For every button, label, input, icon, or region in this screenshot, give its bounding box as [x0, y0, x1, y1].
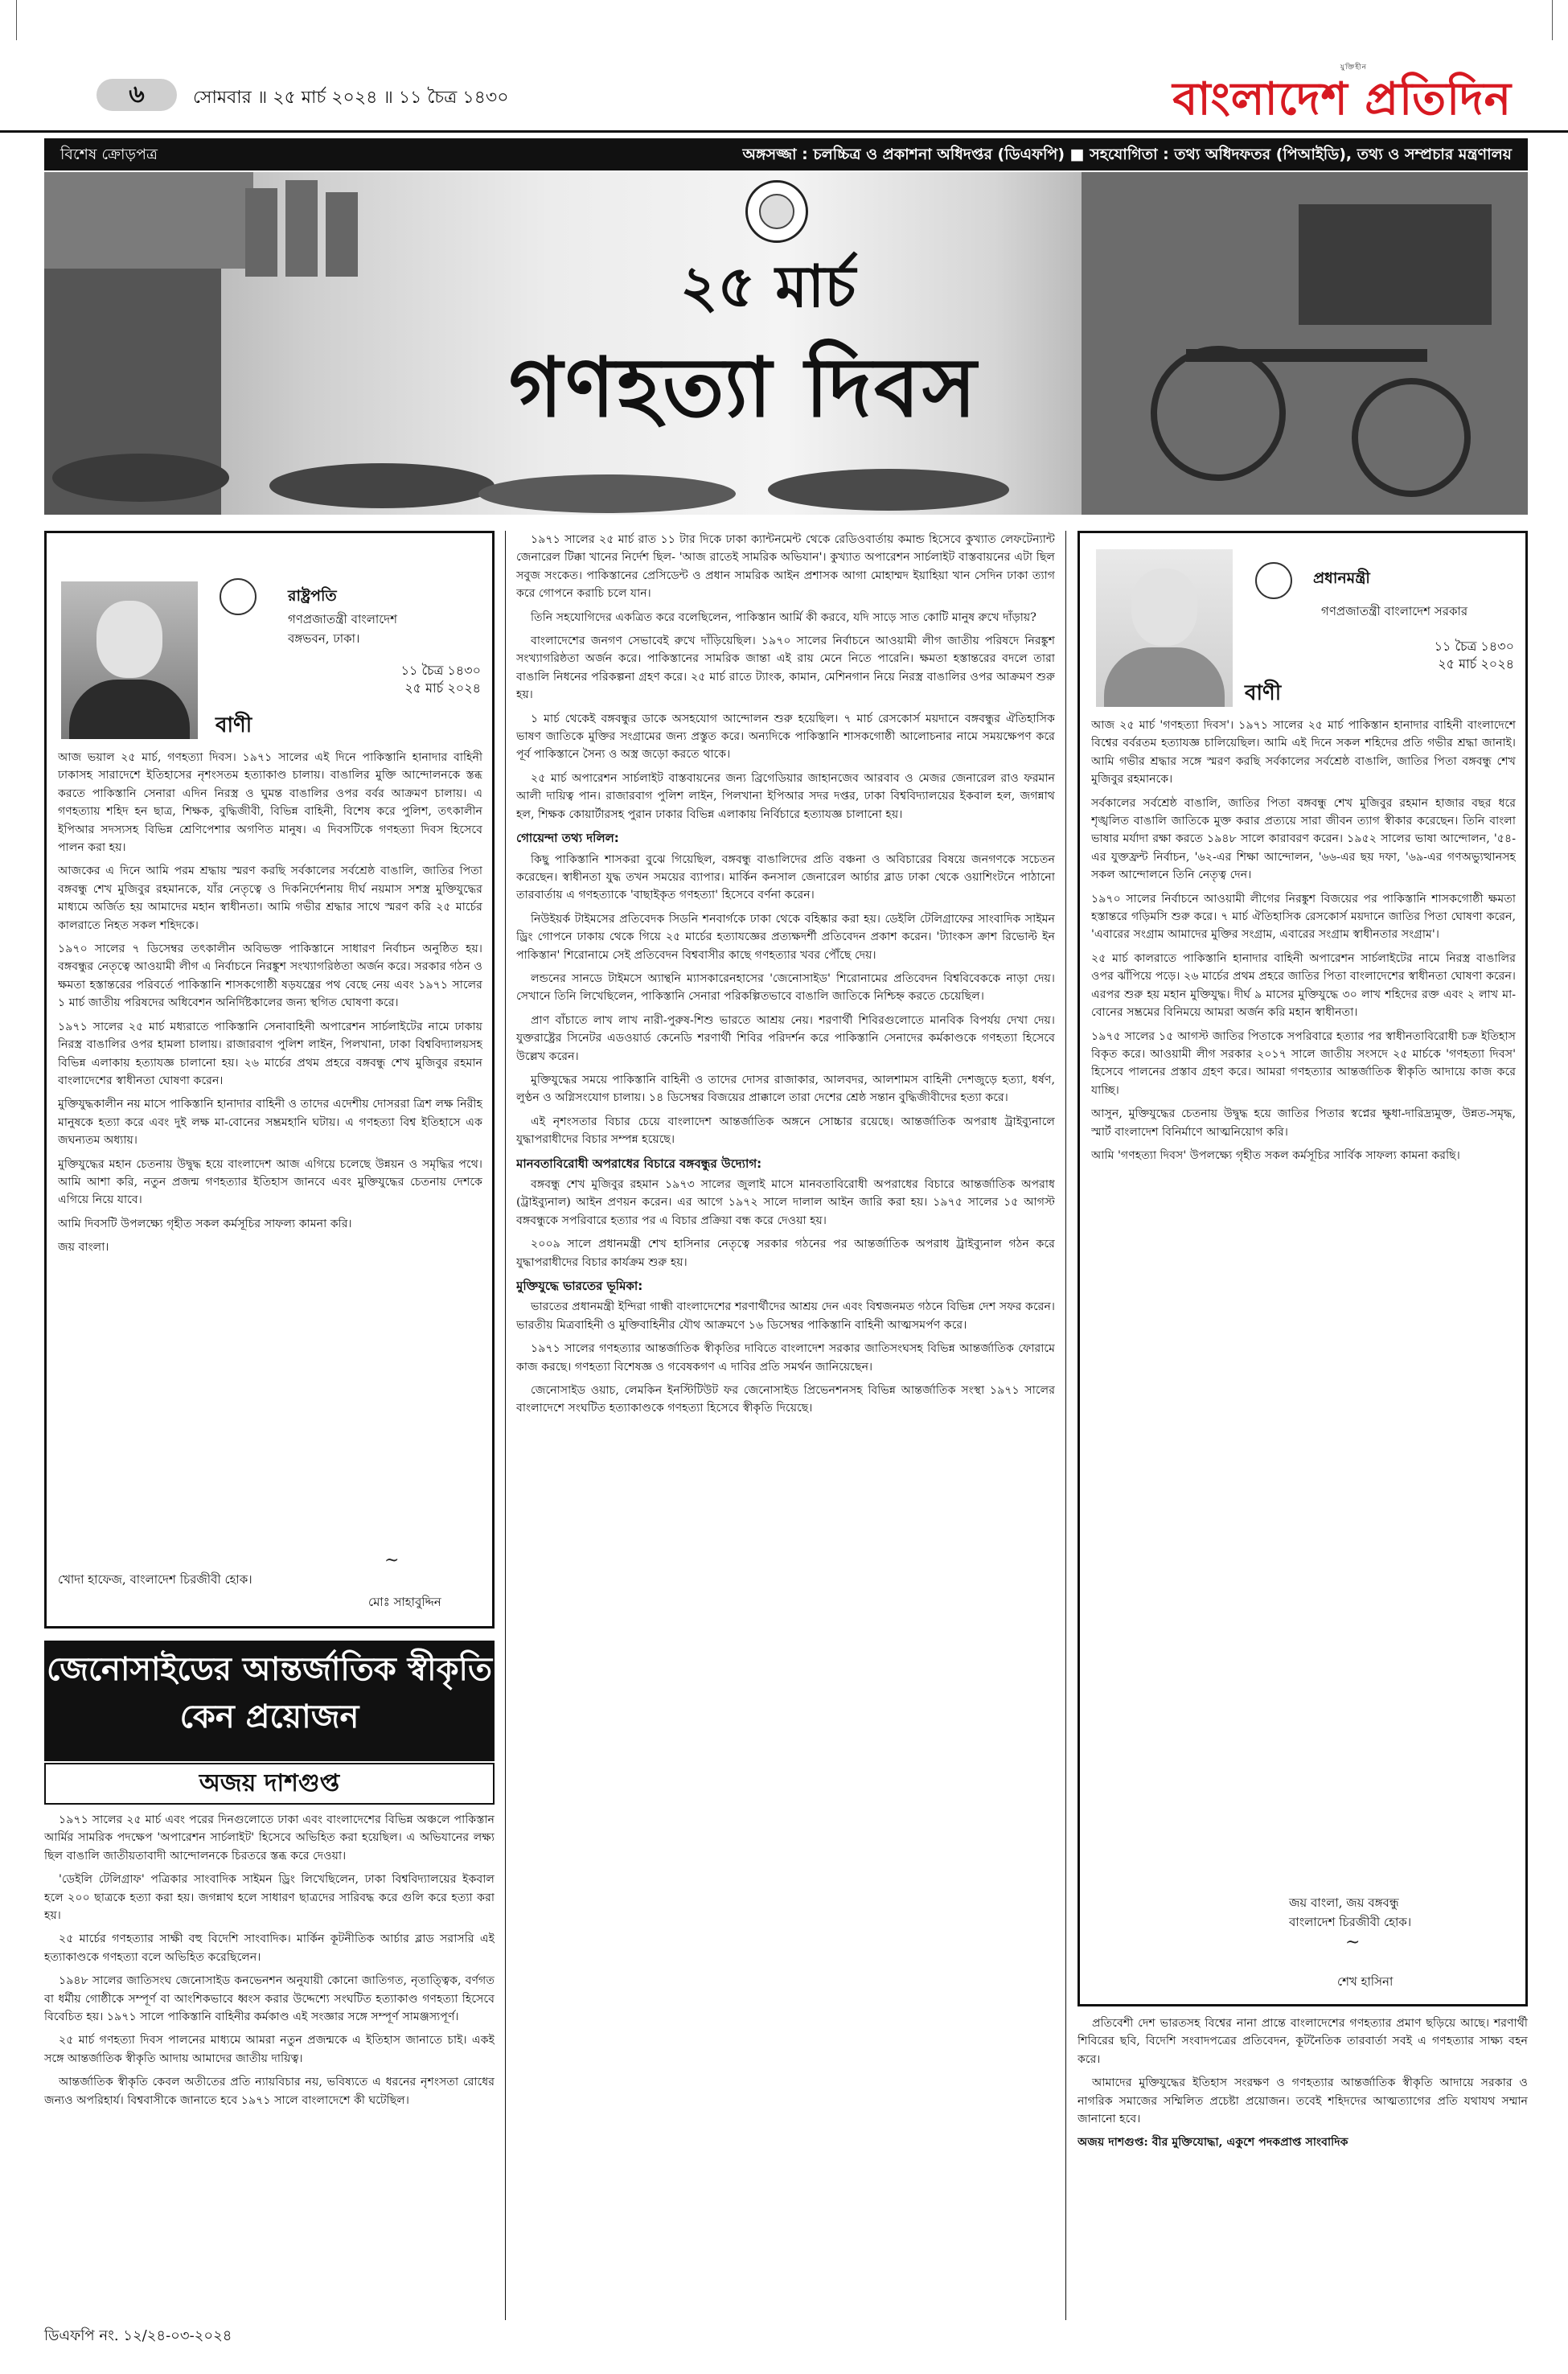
president-portrait — [61, 581, 198, 739]
newspaper-logo[interactable] — [1172, 61, 1512, 125]
paragraph: ১৯৭১ সালের ২৫ মার্চ রাত ১১ টার দিকে ঢাকা ক্যান্টনমেন্ট থেকে রেডিওবার্তায় কমান্ড হিসেবে কুখ্যাত লেফটেন্যান্ট জেনারেল টিক্কা খানের নির্দেশ ছিল- 'আজ রাতেই সামরিক অভিযান'। কুখ্যাত অপারেশন সার্চলাইট বাস্তবায়নের এটা ছিল সবুজ সংকেত। পাকিস্তানের প্রেসিডেন্ট ও প্রধান সামরিক আইন প্রশাসক আগা মোহাম্মদ ইয়াহিয়া খান সেদিন ঢাকা ত্যাগ করে গোপনে করাচি চলে যান। — [516, 533, 1055, 601]
paragraph: ১৯৭০ সালের নির্বাচনে আওয়ামী লীগের নিরঙ্কুশ বিজয়ের পর পাকিস্তানি শাসকগোষ্ঠী ক্ষমতা হস্তান্তরে গড়িমসি শুরু করে। ৭ মার্চ ঐতিহাসিক রেসকোর্স ময়দানে জাতির পিতা ঘোষণা করেন, 'এবারের সংগ্রাম আমাদের মুক্তির সংগ্রাম, এবারের সংগ্রাম স্বাধীনতার সংগ্রাম'। — [1091, 892, 1516, 942]
pm-signature: ~ — [1345, 1932, 1361, 1953]
paragraph: মুক্তিযুদ্ধের মহান চেতনায় উদ্বুদ্ধ হয়ে বাংলাদেশ আজ এগিয়ে চলেছে উন্নয়ন ও সমৃদ্ধির পথে। আমি আশা করি, নতুন প্রজন্ম গণহত্যার ইতিহাস জানবে এবং মুক্তিযুদ্ধের চেতনায় দেশকে এগিয়ে নিয়ে যাবে। — [58, 1157, 482, 1207]
date-gregorian: ২৫ মার্চ ২০২৪ — [1438, 656, 1514, 672]
article-body-left — [44, 1811, 495, 2318]
column-rule — [1065, 531, 1066, 2320]
paragraph: ১৯৭৫ সালের ১৫ আগস্ট জাতির পিতাকে সপরিবারে হত্যার পর স্বাধীনতাবিরোধী চক্র ইতিহাস বিকৃত করে। আওয়ামী লীগ সরকার ২০১৭ সালে জাতীয় সংসদে ২৫ মার্চকে 'গণহত্যা দিবস' হিসেবে পালনের প্রস্তাব গ্রহণ করে। আমরা গণহত্যার আন্তর্জাতিক স্বীকৃতি আদায়ে কাজ করে যাচ্ছি। — [1091, 1029, 1516, 1097]
supplement-bar — [44, 138, 1528, 170]
article-body-right — [1077, 2015, 1528, 2320]
center-article — [516, 531, 1055, 2320]
paragraph: ২৫ মার্চ কালরাতে পাকিস্তানি হানাদার বাহিনী অপারেশন সার্চলাইটের নামে নিরস্ত্র বাঙালির ওপর ঝাঁপিয়ে পড়ে। ২৬ মার্চের প্রথম প্রহরে জাতির পিতা বাংলাদেশের স্বাধীনতা ঘোষণা করেন। এরপর শুরু হয় মহান মুক্তিযুদ্ধ। দীর্ঘ ৯ মাসের মুক্তিযুদ্ধে ৩০ লাখ শহিদের রক্ত এবং ২ লাখ মা-বোনের সম্ভ্রমের বিনিময়ে আমরা অর্জন করি মহান স্বাধীনতা। — [1091, 951, 1516, 1020]
date-gregorian: ২৫ মার্চ ২০২৪ — [404, 680, 481, 696]
paragraph: প্রাণ বাঁচাতে লাখ লাখ নারী-পুরুষ-শিশু ভারতে আশ্রয় নেয়। শরণার্থী শিবিরগুলোতে মানবিক বিপর্যয় দেখা দেয়। যুক্তরাষ্ট্রের সিনেটর এডওয়ার্ড কেনেডি শরণার্থী শিবির পরিদর্শন করে পাকিস্তানি সেনাদের কর্মকাণ্ডকে গণহত্যা হিসেবে উল্লেখ করেন। — [516, 1013, 1055, 1063]
paragraph: এই নৃশংসতার বিচার চেয়ে বাংলাদেশ আন্তর্জাতিক অঙ্গনে সোচ্চার রয়েছে। আন্তর্জাতিক অপরাধ ট্রাইব্যুনালে যুদ্ধাপরাধীদের বিচার সম্পন্ন হয়েছে। — [516, 1115, 1055, 1147]
logo-tagline: যুক্তিহীন — [1340, 64, 1367, 72]
author-note — [1077, 2134, 1528, 2151]
president-org: গণপ্রজাতন্ত্রী বাংলাদেশ — [288, 612, 398, 626]
paragraph: নিউইয়র্ক টাইমসের প্রতিবেদক সিডনি শনবার্গকে ঢাকা থেকে বহিষ্কার করা হয়। ডেইলি টেলিগ্রাফের সাংবাদিক সাইমন ড্রিং গোপনে ঢাকায় থেকে গিয়ে ২৫ মার্চের হত্যাযজ্ঞের প্রত্যক্ষদর্শী প্রতিবেদন প্রকাশ করেন। 'ট্যাংকস ক্রাশ রিভোল্ট ইন পাকিস্তান' শিরোনামে সেই প্রতিবেদন বিশ্ববাসীর কাছে গণহত্যার খবর পৌঁছে দেয়। — [516, 912, 1055, 962]
pm-message-text — [1091, 717, 1516, 1875]
paragraph: ভারতের প্রধানমন্ত্রী ইন্দিরা গান্ধী বাংলাদেশের শরণার্থীদের আশ্রয় দেন এবং বিশ্বজনমত গঠনে বিভিন্ন দেশ সফর করেন। ভারতীয় মিত্রবাহিনী ও মুক্তিবাহিনীর যৌথ আক্রমণে ১৬ ডিসেম্বর পাকিস্তানি বাহিনী আত্মসমর্পণ করে। — [516, 1300, 1055, 1332]
page-number: ৬ — [96, 79, 177, 111]
crop-mark — [16, 0, 17, 40]
article-title-line1: জেনোসাইডের আন্তর্জাতিক স্বীকৃতি — [46, 1650, 493, 1688]
paragraph: সর্বকালের সর্বশ্রেষ্ঠ বাঙালি, জাতির পিতা বঙ্গবন্ধু শেখ মুজিবুর রহমান হাজার বছর ধরে শৃঙ্খলিত বাঙালি জাতিকে মুক্ত করার প্রত্যয়ে সারা জীবন ত্যাগ স্বীকার করেছেন। তিনি বাংলা ভাষার মর্যাদা রক্ষা করতে ১৯৪৮ সালে কারাবরণ করেন। ১৯৫২ সালের ভাষা আন্দোলন, '৫৪-এর যুক্তফ্রন্ট নির্বাচন, '৬২-এর শিক্ষা আন্দোলন, '৬৬-এর ছয় দফা, '৬৯-এর গণঅভ্যুত্থানসহ সকল আন্দোলনে তিনি নেতৃত্ব দেন। — [1091, 796, 1516, 882]
paragraph: আমি দিবসটি উপলক্ষ্যে গৃহীত সকল কর্মসূচির সাফল্য কামনা করি। — [58, 1217, 352, 1230]
message-heading: বাণী — [215, 713, 252, 737]
hero-title-date: ২৫ মার্চ — [679, 252, 856, 320]
paragraph: ২৫ মার্চের গণহত্যার সাক্ষী বহু বিদেশি সাংবাদিক। মার্কিন কূটনীতিক আর্চার ব্লাড সরাসরি এই হত্যাকাণ্ডকে গণহত্যা বলে অভিহিত করেছিলেন। — [44, 1932, 495, 1964]
pm-date — [1321, 638, 1514, 673]
paragraph: জেনোসাইড ওয়াচ, লেমকিন ইনস্টিটিউট ফর জেনোসাইড প্রিভেনশনসহ বিভিন্ন আন্তর্জাতিক সংস্থা ১৯৭১ সালের বাংলাদেশে সংঘটিত হত্যাকাণ্ডকে গণহত্যা হিসেবে স্বীকৃতি দিয়েছে। — [516, 1384, 1055, 1415]
president-signature: ~ — [384, 1550, 400, 1571]
president-role: রাষ্ট্রপতি — [288, 587, 337, 605]
pm-portrait — [1096, 549, 1233, 707]
message-heading: বাণী — [1245, 681, 1282, 705]
subheading: মানবতাবিরোধী অপরাধের বিচারে বঙ্গবন্ধুর উদ্যোগ: — [516, 1156, 762, 1171]
article-byline: অজয় দাশগুপ্ত — [44, 1763, 495, 1805]
pm-message — [1077, 531, 1528, 2006]
govt-seal-icon — [745, 180, 808, 243]
paragraph: আজ ২৫ মার্চ 'গণহত্যা দিবস'। ১৯৭১ সালের ২৫ মার্চ পাকিস্তান হানাদার বাহিনী বাংলাদেশে বিশ্বের বর্বরতম হত্যাযজ্ঞ চালিয়েছিল। আমি এই দিনে সকল শহিদের প্রতি গভীর শ্রদ্ধা জানাই। আমি গভীর শ্রদ্ধার সঙ্গে স্মরণ করছি সর্বকালের সর্বশ্রেষ্ঠ বাঙালি, জাতির পিতা বঙ্গবন্ধু শেখ মুজিবুর রহমানকে। — [1091, 719, 1516, 787]
paragraph: ১৯৭১ সালের ২৫ মার্চ মধ্যরাতে পাকিস্তানি সেনাবাহিনী অপারেশন সার্চলাইটের নামে ঢাকায় নিরস্ত্র বাঙালির ওপর হামলা চালায়। রাজারবাগ পুলিশ লাইন, পিলখানা, ঢাকা বিশ্ববিদ্যালয়সহ বিভিন্ন এলাকায় হত্যাযজ্ঞ চালানো হয়। ২৬ মার্চের প্রথম প্রহরে বঙ্গবন্ধু শেখ মুজিবুর রহমান বাংলাদেশের স্বাধীনতা ঘোষণা করেন। — [58, 1020, 482, 1087]
paragraph: ১৯৭১ সালের গণহত্যার আন্তর্জাতিক স্বীকৃতির দাবিতে বাংলাদেশ সরকার জাতিসংঘসহ বিভিন্ন আন্তর্জাতিক ফোরামে কাজ করছে। গণহত্যা বিশেষজ্ঞ ও গবেষকগণ এ দাবির প্রতি সমর্থন জানিয়েছেন। — [516, 1342, 1055, 1374]
paragraph: ২০০৯ সালে প্রধানমন্ত্রী শেখ হাসিনার নেতৃত্বে সরকার গঠনের পর আন্তর্জাতিক অপরাধ ট্রাইব্যুনাল গঠন করে যুদ্ধাপরাধীদের বিচার কার্যক্রম শুরু হয়। — [516, 1238, 1055, 1269]
pm-closing1: জয় বাংলা, জয় বঙ্গবন্ধু — [1289, 1896, 1399, 1910]
hero-title: গণহত্যা দিবস — [508, 339, 979, 436]
president-message — [44, 531, 495, 1629]
logo-name: বাংলাদেশ প্রতিদিন — [1172, 72, 1512, 125]
president-date — [288, 662, 481, 697]
paragraph: লন্ডনের সানডে টাইমসে অ্যান্থনি ম্যাসকারেনহাসের 'জেনোসাইড' শিরোনামের প্রতিবেদন বিশ্ববিবেককে নাড়া দেয়। সেখানে তিনি লিখেছিলেন, পাকিস্তানি সেনারা পরিকল্পিতভাবে বাঙালি জাতিকে নিশ্চিহ্ন করতে চেয়েছিল। — [516, 971, 1055, 1004]
subheading: মুক্তিযুদ্ধে ভারতের ভূমিকা: — [516, 1279, 643, 1294]
paragraph: আমাদের মুক্তিযুদ্ধের ইতিহাস সংরক্ষণ ও গণহত্যার আন্তর্জাতিক স্বীকৃতি আদায়ে সরকার ও নাগরিক সমাজের সম্মিলিত প্রচেষ্টা প্রয়োজন। তবেই শহিদদের আত্মত্যাগের প্রতি যথাযথ সম্মান জানানো হবে। — [1077, 2076, 1528, 2126]
state-emblem-icon — [220, 578, 257, 615]
paragraph: আজ ভয়াল ২৫ মার্চ, গণহত্যা দিবস। ১৯৭১ সালের এই দিনে পাকিস্তানি হানাদার বাহিনী ঢাকাসহ সারাদেশে ইতিহাসের নৃশংসতম হত্যাকাণ্ড চালায়। বাঙালির মুক্তি আন্দোলনকে স্তব্ধ করতে পাকিস্তানি সেনারা এদিন নিরস্ত্র ও ঘুমন্ত বাঙালির ওপর বর্বর আক্রমণ চালায়। এ গণহত্যায় শহিদ হন ছাত্র, শিক্ষক, বুদ্ধিজীবী, বিভিন্ন বাহিনী, বিশেষ করে পুলিশ, তৎকালীন ইপিআর সদস্যসহ বিভিন্ন শ্রেণিপেশার অগণিত মানুষ। এ দিবসটিকে গণহত্যা দিবস হিসেবে পালন করা হয়। — [58, 751, 482, 855]
president-place: বঙ্গভবন, ঢাকা। — [288, 631, 360, 646]
paragraph: প্রতিবেশী দেশ ভারতসহ বিশ্বের নানা প্রান্তে বাংলাদেশের গণহত্যার প্রমাণ ছড়িয়ে আছে। শরণার্থী শিবিরের ছবি, বিদেশি সংবাদপত্রের প্রতিবেদন, কূটনৈতিক তারবার্তা সবই এ গণহত্যার সাক্ষ্য বহন করে। — [1077, 2017, 1528, 2066]
author-note-text: অজয় দাশগুপ্ত: বীর মুক্তিযোদ্ধা, একুশে পদকপ্রাপ্ত সাংবাদিক — [1077, 2136, 1348, 2150]
paragraph: ১৯৪৮ সালের জাতিসংঘ জেনোসাইড কনভেনশন অনুযায়ী কোনো জাতিগত, নৃতাত্ত্বিক, বর্ণগত বা ধর্মীয় গোষ্ঠীকে সম্পূর্ণ বা আংশিকভাবে ধ্বংস করার উদ্দেশ্যে সংঘটিত হত্যাকাণ্ড গণহত্যা হিসেবে বিবেচিত হয়। ১৯৭১ সালে পাকিস্তানি বাহিনীর কর্মকাণ্ড এই সংজ্ঞার সঙ্গে সম্পূর্ণ সামঞ্জস্যপূর্ণ। — [44, 1974, 495, 2024]
date-bangla: ১১ চৈত্র ১৪৩০ — [1434, 639, 1514, 654]
pm-role: প্রধানমন্ত্রী — [1313, 569, 1370, 587]
footer-code: ডিএফপি নং. ১২/২৪-০৩-২০২৪ — [44, 2327, 232, 2344]
paragraph: তিনি সহযোগিদের একত্রিত করে বলেছিলেন, পাকিস্তান আর্মি কী করবে, যদি সাড়ে সাত কোটি মানুষ রুখে দাঁড়ায়? — [531, 610, 1036, 624]
closing: জয় বাংলা। — [58, 1241, 109, 1255]
paragraph: আমি 'গণহত্যা দিবস' উপলক্ষ্যে গৃহীত সকল কর্মসূচির সার্বিক সাফল্য কামনা করছি। — [1091, 1148, 1460, 1162]
hero-banner — [44, 172, 1528, 515]
subheading: গোয়েন্দা তথ্য দলিল: — [516, 831, 619, 846]
paragraph: আসুন, মুক্তিযুদ্ধের চেতনায় উদ্বুদ্ধ হয়ে জাতির পিতার স্বপ্নের ক্ষুধা-দারিদ্র্যমুক্ত, উন্নত-সমৃদ্ধ, স্মার্ট বাংলাদেশ বিনির্মাণে আত্মনিয়োগ করি। — [1091, 1107, 1516, 1139]
paragraph: বঙ্গবন্ধু শেখ মুজিবুর রহমান ১৯৭৩ সালের জুলাই মাসে মানবতাবিরোধী অপরাধের বিচারে আন্তর্জাতিক অপরাধ (ট্রাইব্যুনাল) আইন প্রণয়ন করেন। এর আগে ১৯৭২ সালে দালাল আইন জারি করা হয়। ১৯৭৫ সালের ১৫ আগস্ট বঙ্গবন্ধুকে সপরিবারে হত্যার পর এ বিচার প্রক্রিয়া বন্ধ করে দেওয়া হয়। — [516, 1178, 1055, 1227]
date-bangla: ১১ চৈত্র ১৪৩০ — [400, 663, 481, 678]
masthead — [0, 0, 1568, 133]
paragraph: আজকের এ দিনে আমি পরম শ্রদ্ধায় স্মরণ করছি সর্বকালের সর্বশ্রেষ্ঠ বাঙালি, জাতির পিতা বঙ্গবন্ধু শেখ মুজিবুর রহমানকে, যাঁর নেতৃত্বে ও দিকনির্দেশনায় দীর্ঘ নয়মাস সশস্ত্র মুক্তিযুদ্ধের মাধ্যমে অর্জিত হয় আমাদের মহান স্বাধীনতা। আমি গভীর শ্রদ্ধার সাথে স্মরণ করি ২৫ মার্চের কালরাতে নিহত সকল শহিদকে। — [58, 865, 482, 932]
article-title-line2: কেন প্রয়োজন — [179, 1698, 359, 1735]
president-name: মোঃ সাহাবুদ্দিন — [368, 1595, 441, 1609]
article-headline — [44, 1641, 495, 1761]
dateline: সোমবার ॥ ২৫ মার্চ ২০২৪ ॥ ১১ চৈত্র ১৪৩০ — [193, 88, 509, 108]
paragraph: ১৯৭১ সালের ২৫ মার্চ এবং পরের দিনগুলোতে ঢাকা এবং বাংলাদেশের বিভিন্ন অঞ্চলে পাকিস্তান আর্মির সামরিক পদক্ষেপ 'অপারেশন সার্চলাইট' হিসেবে অভিহিত করা হয়েছিল। এ অভিযানের লক্ষ্য ছিল বাঙালি জাতীয়তাবাদী আন্দোলনকে চিরতরে স্তব্ধ করে দেওয়া। — [44, 1813, 495, 1863]
supplement-label: বিশেষ ক্রোড়পত্র — [60, 146, 158, 163]
pm-name: শেখ হাসিনা — [1337, 1974, 1394, 1989]
president-message-text — [58, 749, 482, 1513]
column-rule — [505, 531, 506, 2320]
president-closing: খোদা হাফেজ, বাংলাদেশ চিরজীবী হোক। — [58, 1572, 252, 1587]
paragraph: আন্তর্জাতিক স্বীকৃতি কেবল অতীতের প্রতি ন্যায়বিচার নয়, ভবিষ্যতে এ ধরনের নৃশংসতা রোধের জন্যও অপরিহার্য। বিশ্ববাসীকে জানাতে হবে ১৯৭১ সালে বাংলাদেশে কী ঘটেছিল। — [44, 2076, 495, 2107]
paragraph: মুক্তিযুদ্ধের সময়ে পাকিস্তানি বাহিনী ও তাদের দোসর রাজাকার, আলবদর, আলশামস বাহিনী দেশজুড়ে হত্যা, ধর্ষণ, লুণ্ঠন ও অগ্নিসংযোগ চালায়। ১৪ ডিসেম্বর বিজয়ের প্রাক্কালে তারা দেশের শ্রেষ্ঠ সন্তান বুদ্ধিজীবীদের হত্যা করে। — [516, 1073, 1055, 1105]
crop-mark — [1552, 0, 1553, 40]
paragraph: ২৫ মার্চ অপারেশন সার্চলাইট বাস্তবায়নের জন্য ব্রিগেডিয়ার জাহানজেব আরবাব ও মেজর জেনারেল রাও ফরমান আলী দায়িত্ব পান। রাজারবাগ পুলিশ লাইন, পিলখানা ইপিআর সদর দপ্তর, ঢাকা বিশ্ববিদ্যালয়ের ইকবাল হল, জগন্নাথ হল, শিক্ষক কোয়ার্টারসহ পুরান ঢাকার বিভিন্ন এলাকায় নির্বিচারে হত্যাযজ্ঞ চালানো হয়। — [516, 771, 1055, 821]
supplement-credit: অঙ্গসজ্জা : চলচ্চিত্র ও প্রকাশনা অধিদপ্তর (ডিএফপি) ■ সহযোগিতা : তথ্য অধিদফতর (পিআইডি), তথ্য ও সম্প্রচার মন্ত্রণালয় — [742, 146, 1512, 163]
paragraph: মুক্তিযুদ্ধকালীন নয় মাসে পাকিস্তানি হানাদার বাহিনী ও তাদের এদেশীয় দোসররা ত্রিশ লক্ষ নিরীহ মানুষকে হত্যা করে এবং দুই লক্ষ মা-বোনের সম্ভ্রমহানি ঘটায়। এ গণহত্যা বিশ্ব ইতিহাসে এক জঘন্যতম অধ্যায়। — [58, 1098, 482, 1148]
state-emblem-icon — [1255, 562, 1292, 599]
paragraph: 'ডেইলি টেলিগ্রাফ' পত্রিকার সাংবাদিক সাইমন ড্রিং লিখেছিলেন, ঢাকা বিশ্ববিদ্যালয়ের ইকবাল হলে ২০০ ছাত্রকে হত্যা করা হয়। জগন্নাথ হলে সাধারণ ছাত্রদের সারিবদ্ধ করে গুলি করে হত্যা করা হয়। — [44, 1873, 495, 1923]
paragraph: ১ মার্চ থেকেই বঙ্গবন্ধুর ডাকে অসহযোগ আন্দোলন শুরু হয়েছিল। ৭ মার্চ রেসকোর্স ময়দানে বঙ্গবন্ধুর ঐতিহাসিক ভাষণ জাতিকে মুক্তির সংগ্রামের জন্য প্রস্তুত করে। অন্যদিকে পাকিস্তানি শাসকগোষ্ঠী আলোচনার নামে সময়ক্ষেপণ করে পূর্ব পাকিস্তানে সৈন্য ও অস্ত্র জড়ো করতে থাকে। — [516, 712, 1055, 762]
pm-org: গণপ্রজাতন্ত্রী বাংলাদেশ সরকার — [1321, 604, 1468, 618]
pm-closing2: বাংলাদেশ চিরজীবী হোক। — [1289, 1915, 1412, 1929]
paragraph: ২৫ মার্চ গণহত্যা দিবস পালনের মাধ্যমে আমরা নতুন প্রজন্মকে এ ইতিহাস জানাতে চাই। একই সঙ্গে আন্তর্জাতিক স্বীকৃতি আদায় আমাদের জাতীয় দায়িত্ব। — [44, 2034, 495, 2065]
paragraph: বাংলাদেশের জনগণ সেভাবেই রুখে দাঁড়িয়েছিল। ১৯৭০ সালের নির্বাচনে আওয়ামী লীগ জাতীয় পরিষদে নিরঙ্কুশ সংখ্যাগরিষ্ঠতা অর্জন করে। পাকিস্তানের সামরিক জান্তা এই রায় মেনে নিতে পারেনি। ক্ষমতা হস্তান্তরের বদলে তারা বাঙালি নিধনের পরিকল্পনা গ্রহণ করে। ২৫ মার্চ রাতে ট্যাংক, কামান, মেশিনগান নিয়ে নিরস্ত্র বাঙালির ওপর আক্রমণ শুরু হয়। — [516, 635, 1055, 702]
paragraph: কিছু পাকিস্তানি শাসকরা বুঝে গিয়েছিল, বঙ্গবন্ধু বাঙালিদের প্রতি বঞ্চনা ও অবিচারের বিষয়ে জনগণকে সচেতন করেছেন। স্বাধীনতা যুদ্ধ তখন সময়ের ব্যাপার। মার্কিন কনসাল জেনারেল আর্চার ব্লাড ঢাকা থেকে ওয়াশিংটনে পাঠানো তারবার্তায় এ গণহত্যাকে 'বাছাইকৃত গণহত্যা' হিসেবে বর্ণনা করেন। — [516, 852, 1055, 902]
paragraph: ১৯৭০ সালের ৭ ডিসেম্বর তৎকালীন অবিভক্ত পাকিস্তানে সাধারণ নির্বাচন অনুষ্ঠিত হয়। বঙ্গবন্ধুর নেতৃত্বে আওয়ামী লীগ এ নির্বাচনে নিরঙ্কুশ সংখ্যাগরিষ্ঠতা অর্জন করে। সরকার গঠন ও ক্ষমতা হস্তান্তরের পরিবর্তে পাকিস্তানি শাসকগোষ্ঠী ষড়যন্ত্রের পথ বেছে নেয় এবং ১৯৭১ সালের ১ মার্চ জাতীয় পরিষদের অধিবেশন অনির্দিষ্টকালের জন্য স্থগিত ঘোষণা করে। — [58, 943, 482, 1010]
